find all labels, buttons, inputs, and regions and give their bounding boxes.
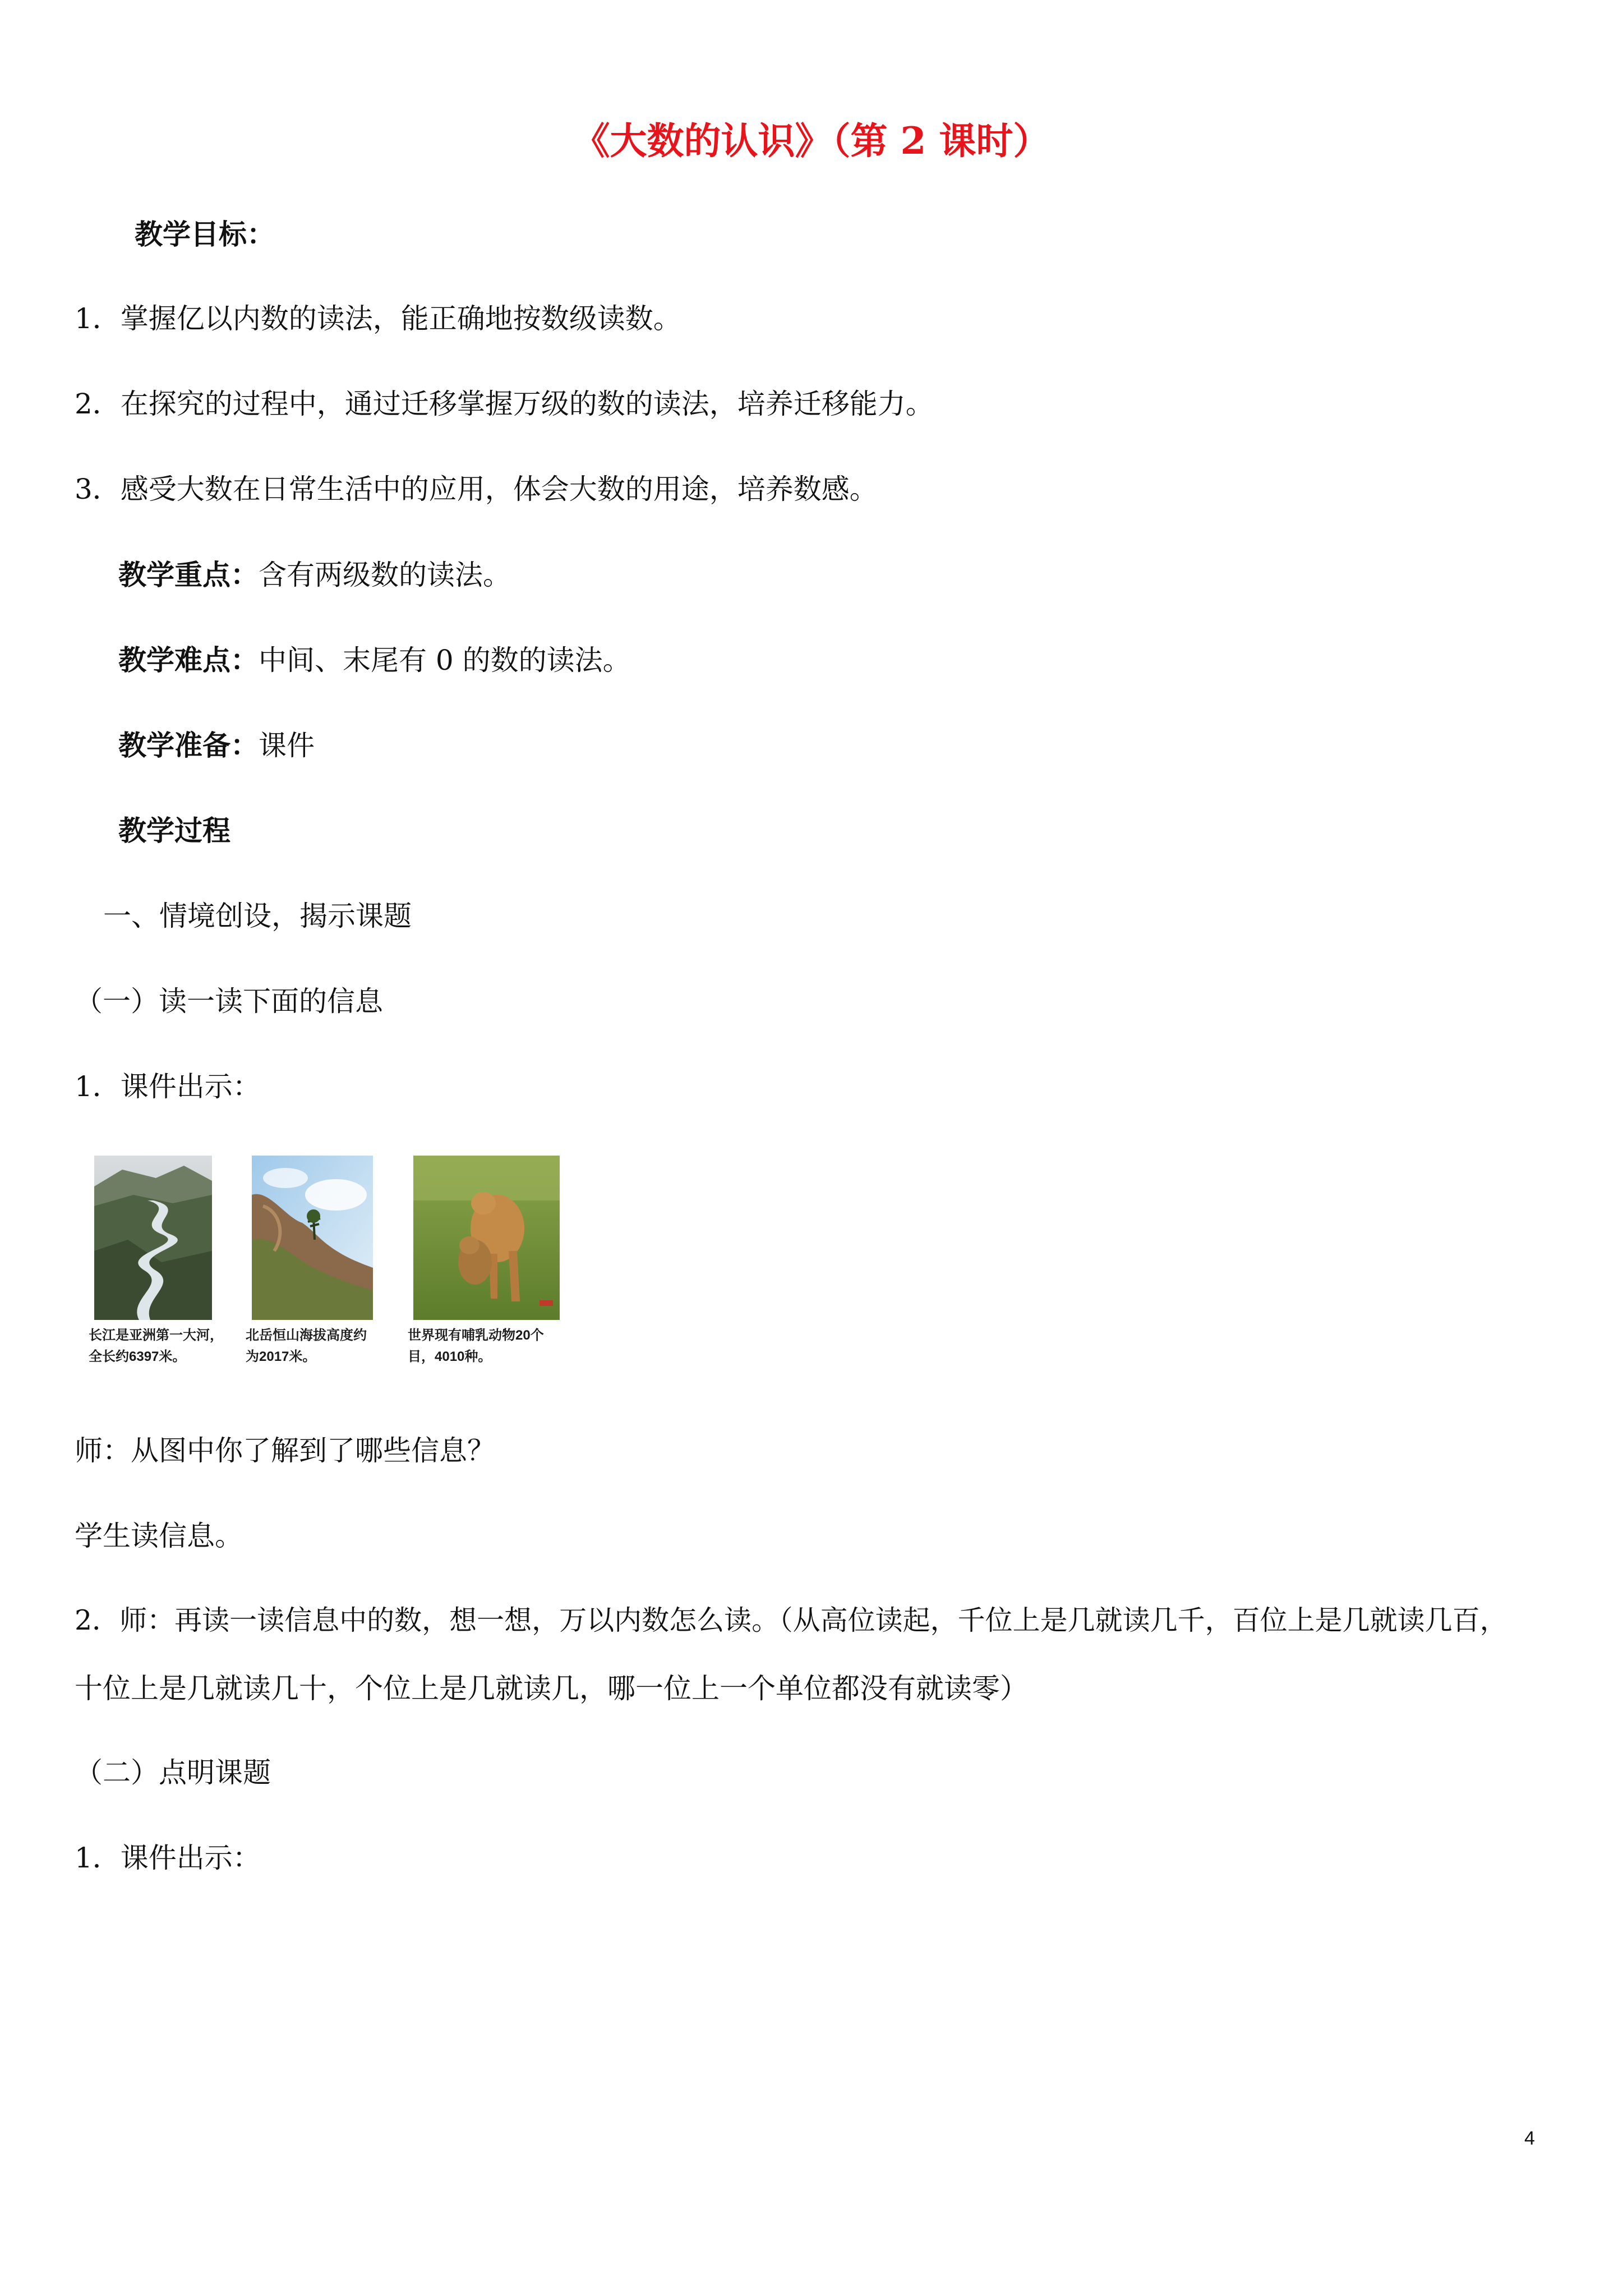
preparation [118, 729, 315, 762]
mammals-caption [408, 1325, 544, 1368]
teacher-instruction-continued: 十位上是几就读几十，个位上是几就读几，哪一位上一个单位都没有就读零） [75, 1672, 1028, 1705]
courseware-label: 1．课件出示： [75, 1842, 261, 1874]
mount-heng-photo [252, 1156, 373, 1320]
difficulty-label: 教学难点： [118, 643, 259, 677]
objective-item: 1．掌握亿以内数的读法，能正确地按数级读数。 [75, 302, 681, 335]
caption-line: 北岳恒山海拔高度约 [246, 1328, 367, 1343]
difficulty [118, 643, 631, 677]
key-point [118, 558, 511, 592]
key-point-text: 含有两级数的读法。 [259, 559, 511, 591]
document-title: 《大数的认识》（第 2 课时） [573, 119, 1050, 163]
caption-line: 长江是亚洲第一大河， [89, 1328, 223, 1343]
teacher-question: 师：从图中你了解到了哪些信息？ [75, 1434, 495, 1467]
objectives-heading: 教学目标： [135, 218, 275, 251]
caption-line: 目，4010种。 [408, 1349, 492, 1364]
preparation-text: 课件 [259, 729, 315, 762]
mountain-caption [246, 1325, 367, 1368]
difficulty-text: 中间、末尾有 0 的数的读法。 [259, 644, 631, 677]
process-heading: 教学过程 [118, 814, 230, 847]
caption-line: 世界现有哺乳动物20个 [408, 1328, 544, 1343]
river-caption [89, 1325, 223, 1368]
yangtze-river-photo [94, 1156, 212, 1320]
subsection-heading: （一）读一读下面的信息 [75, 985, 383, 1018]
key-point-label: 教学重点： [118, 558, 259, 591]
teacher-instruction: 2．师：再读一读信息中的数，想一想，万以内数怎么读。（从高位读起，千位上是几就读几千，百位上是几就读几百， [75, 1604, 1507, 1636]
preparation-label: 教学准备： [118, 729, 259, 762]
caption-line: 全长约6397米。 [89, 1349, 186, 1364]
page-number: 4 [1524, 2128, 1535, 2149]
section-heading: 一、情境创设，揭示课题 [103, 900, 412, 932]
objective-item: 2．在探究的过程中，通过迁移掌握万级的数的读法，培养迁移能力。 [75, 388, 934, 420]
courseware-label: 1．课件出示： [75, 1070, 261, 1103]
mammals-photo [413, 1156, 560, 1320]
student-activity: 学生读信息。 [75, 1520, 243, 1552]
subsection-heading: （二）点明课题 [75, 1756, 271, 1789]
objective-item: 3．感受大数在日常生活中的应用，体会大数的用途，培养数感。 [75, 473, 878, 505]
caption-line: 为2017米。 [246, 1349, 316, 1364]
